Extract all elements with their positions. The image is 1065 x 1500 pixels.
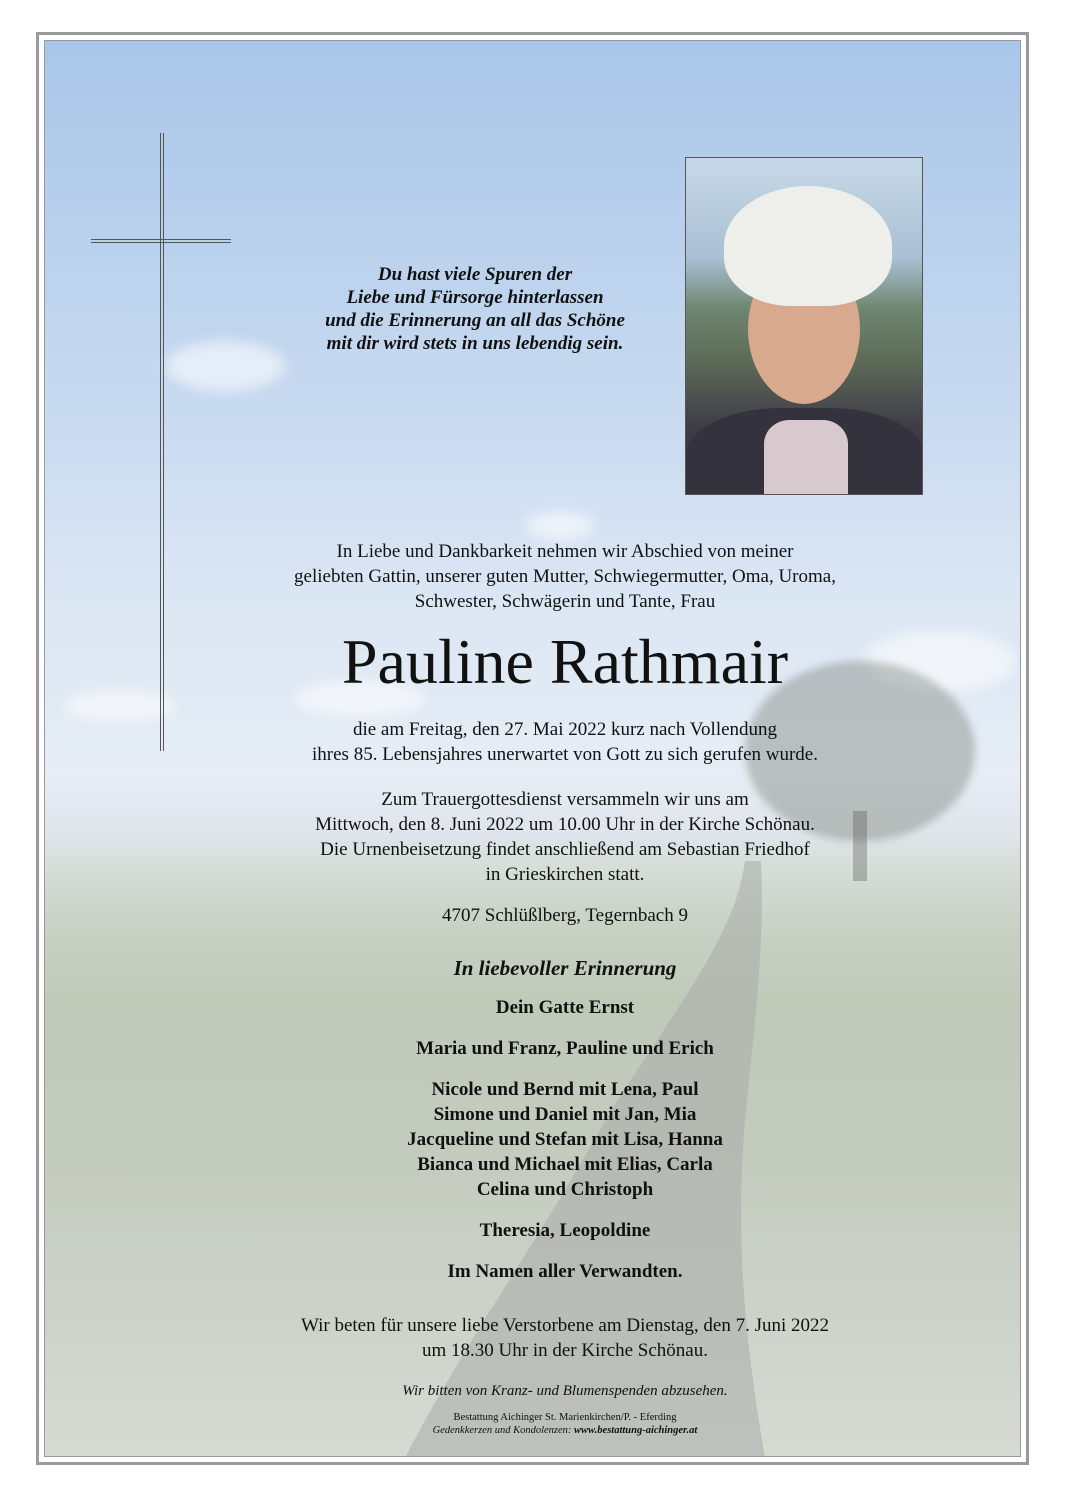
condolence-label: Gedenkkerzen und Kondolenzen: <box>432 1425 575 1436</box>
family-group <box>175 995 955 1020</box>
cross-horizontal-bar <box>91 239 231 243</box>
cross-vertical-bar <box>160 133 164 751</box>
family-line: Dein Gatte Ernst <box>495 997 635 1018</box>
condolence-line <box>175 1424 955 1437</box>
funeral-home: Bestattung Aichinger St. Marienkirchen/P. - Eferding <box>453 1412 677 1423</box>
family-line: Im Namen aller Verwandten. <box>447 1261 683 1282</box>
prayer-line: um 18.30 Uhr in der Kirche Schönau. <box>422 1340 708 1361</box>
intro-line: In Liebe und Dankbarkeit nehmen wir Abschied von meiner <box>336 541 794 562</box>
family-list <box>175 995 955 1300</box>
family-line: Theresia, Leopoldine <box>479 1220 651 1241</box>
death-line: die am Freitag, den 27. Mai 2022 kurz nach Vollendung <box>352 719 778 740</box>
family-line: Bianca und Michael mit Elias, Carla <box>417 1154 713 1175</box>
family-line: Maria und Franz, Pauline und Erich <box>416 1038 714 1059</box>
family-group <box>175 1218 955 1243</box>
family-group <box>175 1077 955 1202</box>
service-info <box>175 787 955 887</box>
quote-line: Liebe und Fürsorge hinterlassen <box>346 287 604 308</box>
memory-heading: In liebevoller Erinnerung <box>453 956 677 980</box>
family-line: Nicole und Bernd mit Lena, Paul <box>431 1079 699 1100</box>
address: 4707 Schlüßlberg, Tegernbach 9 <box>442 905 688 926</box>
prayer-info <box>175 1313 955 1363</box>
donation-note: Wir bitten von Kranz- und Blumenspenden abzusehen. <box>402 1383 728 1399</box>
death-notice <box>175 717 955 767</box>
service-line: Zum Trauergottesdienst versammeln wir uns am <box>381 789 749 810</box>
intro-line: Schwester, Schwägerin und Tante, Frau <box>414 591 716 612</box>
quote-line: mit dir wird stets in uns lebendig sein. <box>326 333 624 354</box>
family-line: Simone und Daniel mit Jan, Mia <box>433 1104 697 1125</box>
website-link[interactable]: www.bestattung-aichinger.at <box>574 1425 698 1436</box>
service-line: Die Urnenbeisetzung findet anschließend am Sebastian Friedhof <box>320 839 810 860</box>
family-line: Celina und Christoph <box>476 1179 654 1200</box>
background-landscape <box>44 40 1021 1457</box>
prayer-line: Wir beten für unsere liebe Verstorbene am Dienstag, den 7. Juni 2022 <box>300 1315 830 1336</box>
death-line: ihres 85. Lebensjahres unerwartet von Gott zu sich gerufen wurde. <box>312 744 818 765</box>
quote-line: Du hast viele Spuren der <box>377 264 573 285</box>
family-group <box>175 1036 955 1061</box>
intro-text <box>175 539 955 614</box>
service-line: in Grieskirchen statt. <box>485 864 645 885</box>
service-line: Mittwoch, den 8. Juni 2022 um 10.00 Uhr in der Kirche Schönau. <box>315 814 815 835</box>
intro-line: geliebten Gattin, unserer guten Mutter, Schwiegermutter, Oma, Uroma, <box>294 566 836 587</box>
quote-line: und die Erinnerung an all das Schöne <box>325 310 625 331</box>
family-line: Jacqueline und Stefan mit Lisa, Hanna <box>407 1129 723 1150</box>
memorial-quote <box>260 263 690 355</box>
deceased-name: Pauline Rathmair <box>341 626 789 697</box>
portrait-photo <box>685 157 923 495</box>
family-group <box>175 1259 955 1284</box>
footer <box>175 1411 955 1437</box>
